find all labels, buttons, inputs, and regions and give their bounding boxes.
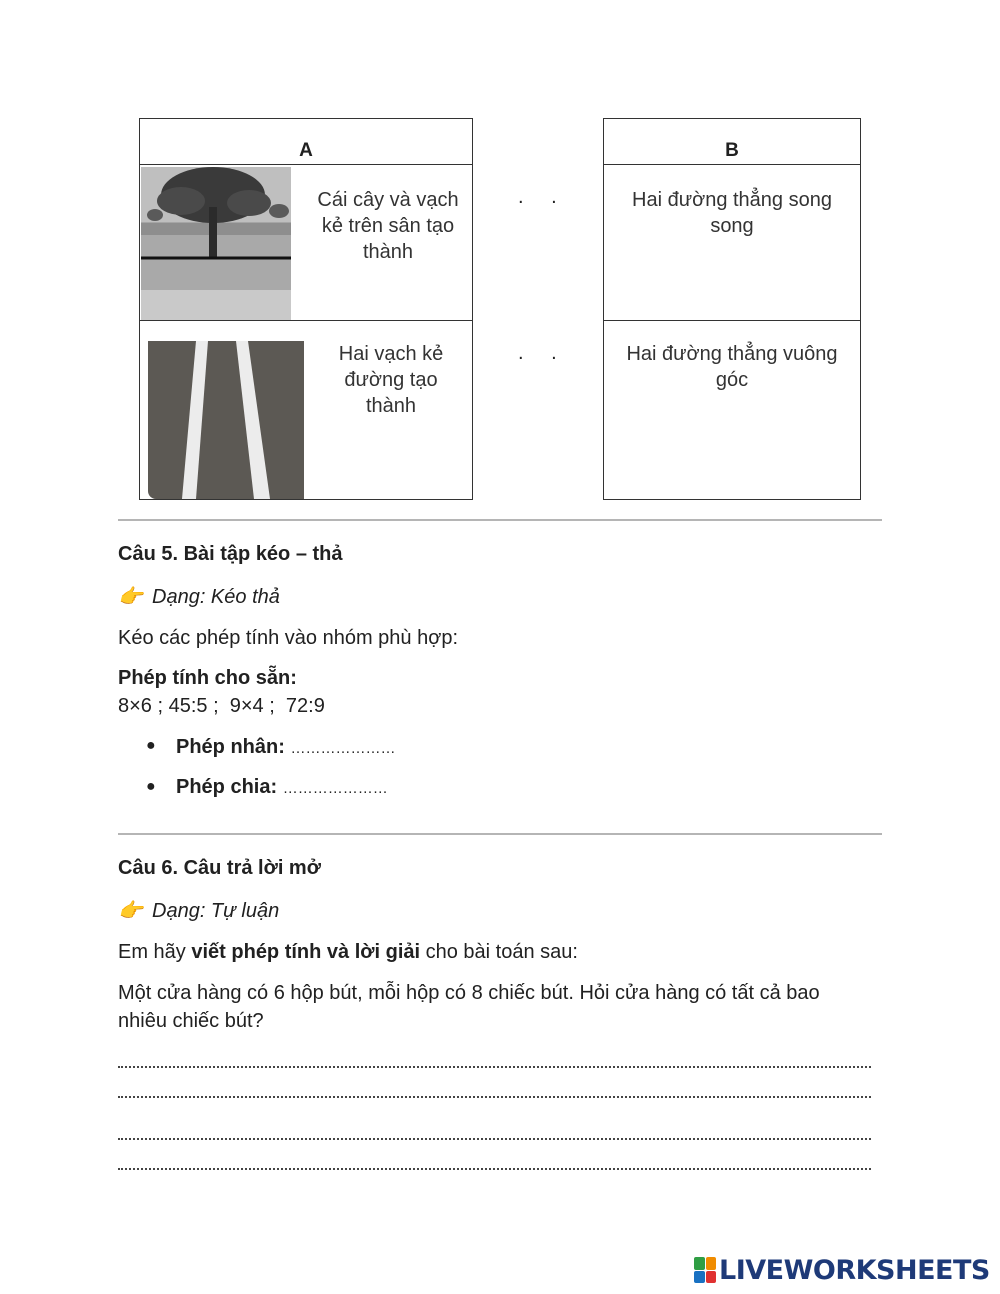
- road-photo: [148, 341, 304, 499]
- matching-row-b2: [604, 320, 860, 500]
- q5-given-values[interactable]: 8×6 ; 45:5 ; 9×4 ; 72:9: [118, 695, 325, 717]
- column-a-header: A: [140, 119, 472, 165]
- answer-line-3[interactable]: [118, 1138, 871, 1140]
- q5-instruction: Kéo các phép tính vào nhóm phù hợp:: [118, 627, 459, 649]
- logo-text: LIVEWORKSHEETS: [719, 1254, 990, 1286]
- matching-row-b1: [604, 165, 860, 321]
- matching-row-a2: [140, 320, 472, 500]
- bullet-dot: ●: [146, 737, 156, 754]
- q5-group-divide: Phép chia: …………………: [176, 776, 388, 798]
- match-dots-1[interactable]: . .: [518, 186, 557, 208]
- divider-2: [118, 833, 882, 835]
- row-b1-text: Hai đường thẳng song song: [632, 189, 832, 237]
- pointing-hand-icon: 👉: [118, 900, 143, 922]
- logo-badge-icon: [694, 1257, 716, 1283]
- row-a1-text: Cái cây và vạch kẻ trên sân tạo thành: [317, 189, 459, 263]
- matching-table-a: [139, 118, 473, 500]
- matching-row-a1: [140, 165, 472, 321]
- bullet-dot: ●: [146, 778, 156, 795]
- answer-line-4[interactable]: [118, 1168, 871, 1170]
- q6-problem-line-1: Một cửa hàng có 6 hộp bút, mỗi hộp có 8 chiếc bút. Hỏi cửa hàng có tất cả bao: [118, 982, 820, 1004]
- liveworksheets-logo: [694, 1254, 990, 1286]
- tree-photo: [141, 167, 291, 321]
- divider-1: [118, 519, 882, 521]
- matching-table-b: [603, 118, 861, 500]
- match-dots-2[interactable]: . .: [518, 342, 557, 364]
- drop-zone-multiply[interactable]: …………………: [290, 740, 396, 757]
- pointing-hand-icon: 👉: [118, 586, 143, 608]
- q6-problem-line-2: nhiêu chiếc bút?: [118, 1010, 264, 1032]
- q6-title: Câu 6. Câu trả lời mở: [118, 857, 321, 879]
- tree-illustration: [141, 167, 291, 321]
- column-b-header: B: [604, 119, 860, 165]
- row-b2-text: Hai đường thẳng vuông góc: [626, 343, 838, 391]
- q5-type: 👉 Dạng: Kéo thả: [118, 583, 280, 611]
- q6-instruction: Em hãy viết phép tính và lời giải cho bài toán sau:: [118, 941, 578, 963]
- q5-title: Câu 5. Bài tập kéo – thả: [118, 543, 343, 565]
- answer-line-1[interactable]: [118, 1066, 871, 1068]
- drop-zone-divide[interactable]: …………………: [282, 780, 388, 797]
- q5-given-label: Phép tính cho sẵn:: [118, 667, 297, 689]
- answer-line-2[interactable]: [118, 1096, 871, 1098]
- row-a2-text: Hai vạch kẻ đường tạo thành: [338, 343, 444, 417]
- q6-type: 👉 Dạng: Tự luận: [118, 897, 279, 925]
- road-lines-illustration: [148, 341, 304, 499]
- q5-group-multiply: Phép nhân: …………………: [176, 736, 396, 758]
